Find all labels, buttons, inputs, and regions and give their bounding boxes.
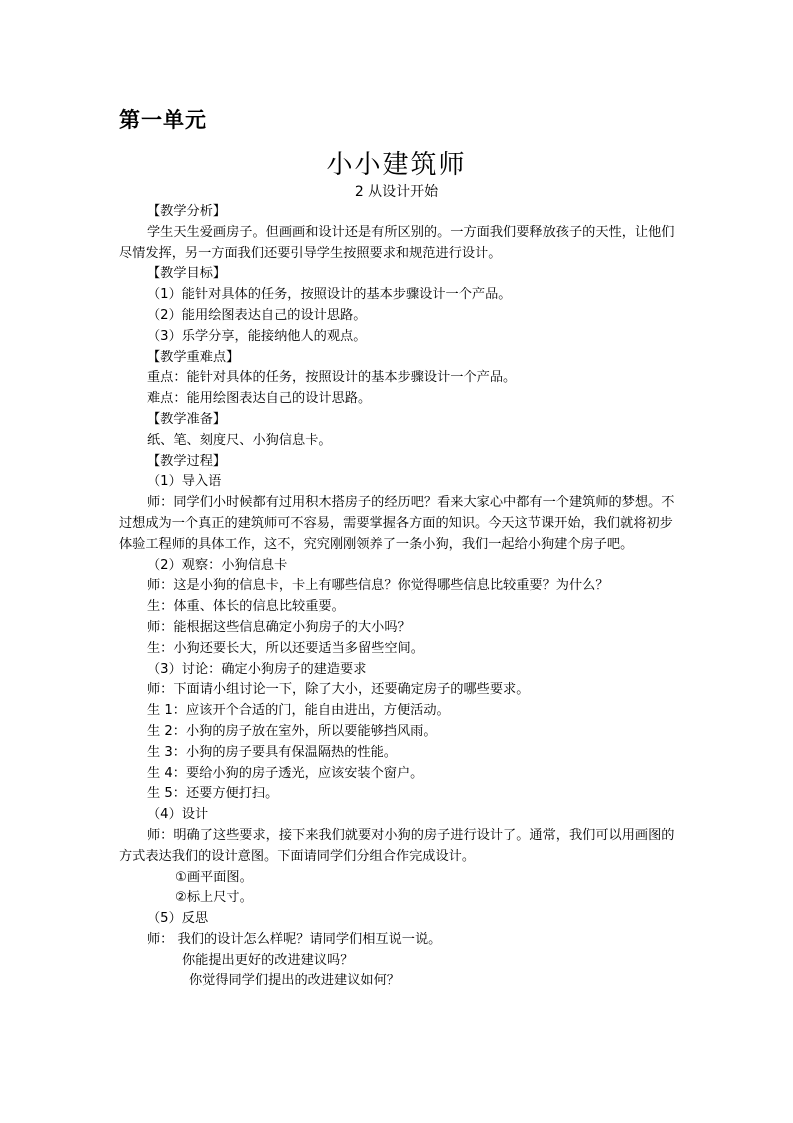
objective-item: （1）能针对具体的任务，按照设计的基本步骤设计一个产品。 [147,287,512,303]
dialogue-line: 生 5：还要方便打扫。 [147,786,279,802]
objectives-heading: 【教学目标】 [147,266,227,282]
dialogue-line: 师：下面请小组讨论一下，除了大小，还要确定房子的哪些要求。 [147,682,530,698]
dialogue-line: 你能提出更好的改进建议吗？ [182,952,354,968]
lesson-subtitle: 2 从设计开始 [354,184,439,200]
dialogue-line: 师：这是小狗的信息卡，卡上有哪些信息？你觉得哪些信息比较重要？为什么？ [147,578,609,594]
objective-item: （3）乐学分享，能接纳他人的观点。 [147,328,367,344]
intro-text: 师：同学们小时候都有过用积木搭房子的经历吧？看来大家心中都有一个建筑师的梦想。不过想成为一个真正的建筑师可不容易，需要掌握各方面的知识。今天这节课开始，我们就将初步体验工程师的具体工作，这不，究究刚刚领养了一条小狗，我们一起给小狗建个房子吧。 [119,495,675,552]
dialogue-line: 师： 我们的设计怎么样呢？请同学们相互说一说。 [147,931,442,947]
preparation-heading: 【教学准备】 [147,411,227,427]
intro-title: （1）导入语 [147,474,222,490]
dialogue-line: 你觉得同学们提出的改进建议如何？ [189,973,400,989]
design-title: （4）设计 [147,807,209,823]
discuss-title: （3）讨论：确定小狗房子的建造要求 [147,661,367,677]
dialogue-line: 师：能根据这些信息确定小狗房子的大小吗？ [147,619,411,635]
design-step: ①画平面图。 [175,869,253,885]
analysis-text: 学生天生爱画房子。但画画和设计还是有所区别的。一方面我们要释放孩子的天性，让他们尽情发挥，另一方面我们还要引导学生按照要求和规范进行设计。 [119,224,675,261]
dialogue-line: 生 2：小狗的房子放在室外，所以要能够挡风雨。 [147,723,437,739]
unit-heading: 第一单元 [119,107,207,132]
process-heading: 【教学过程】 [147,453,227,469]
analysis-heading: 【教学分析】 [147,204,227,219]
design-step: ②标上尺寸。 [175,890,253,906]
difficulty-text: 难点：能用绘图表达自己的设计思路。 [147,391,372,407]
dialogue-line: 生：体重、体长的信息比较重要。 [147,599,345,615]
reflect-title: （5）反思 [147,911,209,927]
preparation-text: 纸、笔、刻度尺、小狗信息卡。 [147,432,332,448]
dialogue-line: 生 3：小狗的房子要具有保温隔热的性能。 [147,744,397,760]
key-point-text: 重点：能针对具体的任务，按照设计的基本步骤设计一个产品。 [147,370,517,386]
objective-item: （2）能用绘图表达自己的设计思路。 [147,307,367,323]
lesson-title: 小小建筑师 [326,150,467,180]
document-body [119,202,679,992]
dialogue-line: 生 4：要给小狗的房子透光，应该安装个窗户。 [147,765,424,781]
key-points-heading: 【教学重难点】 [147,349,240,365]
dialogue-line: 生：小狗还要长大，所以还要适当多留些空间。 [147,640,424,656]
design-text: 师：明确了这些要求，接下来我们就要对小狗的房子进行设计了。通常，我们可以用画图的方式表达我们的设计意图。下面请同学们分组合作完成设计。 [119,827,675,864]
dialogue-line: 生 1：应该开个合适的门，能自由进出，方便活动。 [147,703,450,719]
observe-title: （2）观察：小狗信息卡 [147,557,288,573]
